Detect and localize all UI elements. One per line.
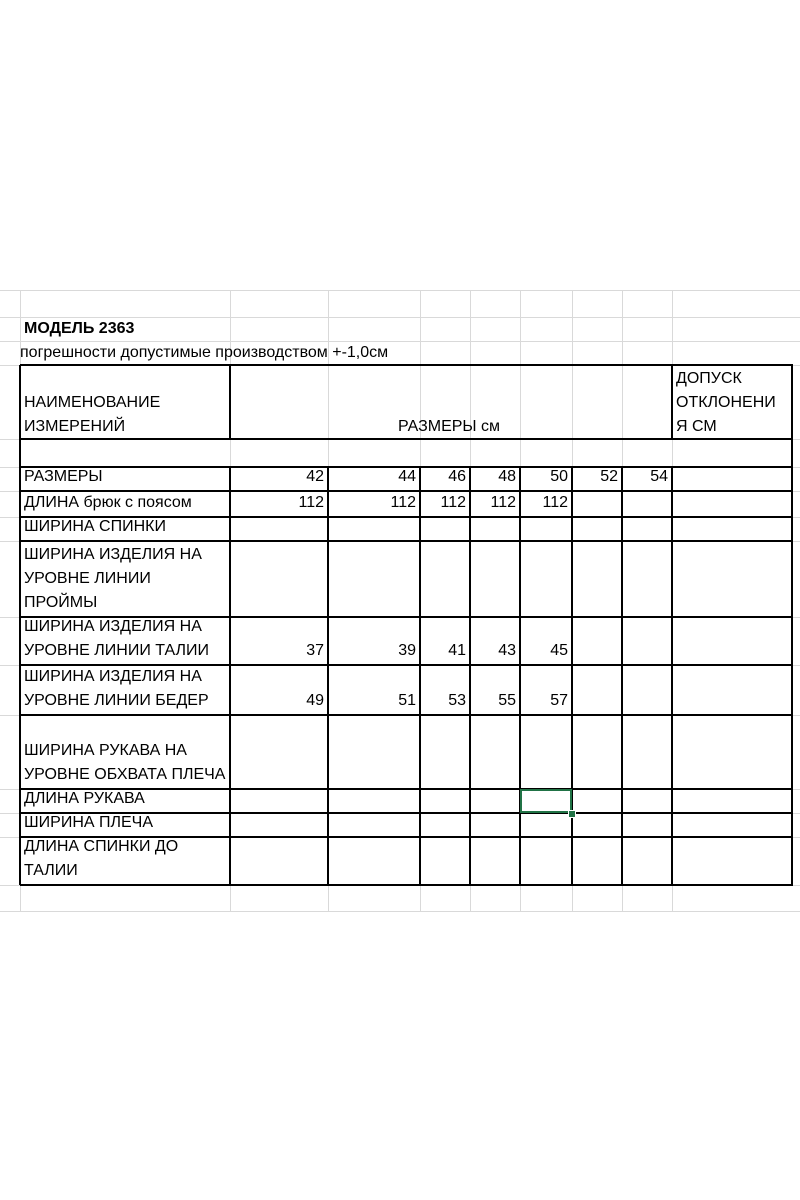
row-label-line: ШИРИНА ИЗДЕЛИЯ НА bbox=[24, 618, 202, 635]
tolerance-note: погрешности допустимые производством +-1,0см bbox=[20, 344, 389, 361]
row-label-line: ДЛИНА брюк с поясом bbox=[24, 494, 192, 511]
row-label bbox=[24, 739, 225, 787]
row-label-line: УРОВНЕ ЛИНИИ ТАЛИИ bbox=[24, 642, 210, 659]
row-label bbox=[24, 515, 166, 539]
value-cell: 112 bbox=[390, 494, 416, 511]
value-cell: 50 bbox=[550, 468, 568, 485]
value-cell: 49 bbox=[306, 692, 324, 709]
row-label-line: ПРОЙМЫ bbox=[24, 594, 98, 611]
value-cell: 112 bbox=[542, 494, 568, 511]
value-cell: 42 bbox=[306, 468, 324, 485]
spreadsheet-grid bbox=[0, 290, 800, 912]
model-title: МОДЕЛЬ 2363 bbox=[24, 320, 135, 337]
value-cell: 48 bbox=[498, 468, 516, 485]
header-name-line: НАИМЕНОВАНИЕ bbox=[24, 394, 161, 411]
value-cell: 57 bbox=[550, 692, 568, 709]
row-label-line: УРОВНЕ ЛИНИИ bbox=[24, 570, 151, 587]
row-label-line: ШИРИНА СПИНКИ bbox=[24, 518, 166, 535]
header-sizes: РАЗМЕРЫ см bbox=[398, 418, 501, 435]
value-cell: 44 bbox=[398, 468, 416, 485]
row-label-line: РАЗМЕРЫ bbox=[24, 468, 103, 485]
value-cell: 53 bbox=[448, 692, 466, 709]
row-label-line: ТАЛИИ bbox=[24, 862, 78, 879]
row-label bbox=[24, 787, 145, 811]
value-cell: 39 bbox=[398, 642, 416, 659]
value-cell: 46 bbox=[448, 468, 466, 485]
row-label bbox=[24, 811, 153, 835]
row-label-line: ДЛИНА РУКАВА bbox=[24, 790, 145, 807]
row-label-line: ШИРИНА ИЗДЕЛИЯ НА bbox=[24, 668, 202, 685]
row-label-line: УРОВНЕ ЛИНИИ БЕДЕР bbox=[24, 692, 209, 709]
header-tolerance-line: ДОПУСК bbox=[676, 370, 742, 387]
row-label-line: ШИРИНА ИЗДЕЛИЯ НА bbox=[24, 546, 202, 563]
row-label-line: ШИРИНА ПЛЕЧА bbox=[24, 814, 154, 831]
header-tolerance-line: ОТКЛОНЕНИ bbox=[676, 394, 776, 411]
value-cell: 37 bbox=[306, 642, 324, 659]
value-cell: 43 bbox=[498, 642, 516, 659]
value-cell: 51 bbox=[398, 692, 416, 709]
header-tolerance-line: Я СМ bbox=[676, 418, 717, 435]
row-label-line: ДЛИНА СПИНКИ ДО bbox=[24, 838, 179, 855]
fill-handle[interactable] bbox=[568, 810, 576, 818]
selected-cell[interactable] bbox=[520, 789, 572, 813]
row-label-line: ШИРИНА РУКАВА НА bbox=[24, 742, 187, 759]
row-label-line: УРОВНЕ ОБХВАТА ПЛЕЧА bbox=[24, 766, 226, 783]
value-cell: 41 bbox=[448, 642, 466, 659]
value-cell: 52 bbox=[600, 468, 618, 485]
value-cell: 112 bbox=[298, 494, 324, 511]
header-tolerance bbox=[676, 367, 776, 439]
value-cell: 112 bbox=[440, 494, 466, 511]
row-label bbox=[24, 665, 209, 713]
row-label bbox=[24, 615, 209, 663]
value-cell: 45 bbox=[550, 642, 568, 659]
value-cell: 54 bbox=[650, 468, 668, 485]
row-label bbox=[24, 465, 103, 489]
row-label bbox=[24, 491, 192, 515]
value-cell: 112 bbox=[490, 494, 516, 511]
row-label bbox=[24, 835, 178, 883]
value-cell: 55 bbox=[498, 692, 516, 709]
header-name-line: ИЗМЕРЕНИЙ bbox=[24, 418, 126, 435]
row-label bbox=[24, 543, 202, 615]
header-measurement-name bbox=[24, 391, 160, 439]
